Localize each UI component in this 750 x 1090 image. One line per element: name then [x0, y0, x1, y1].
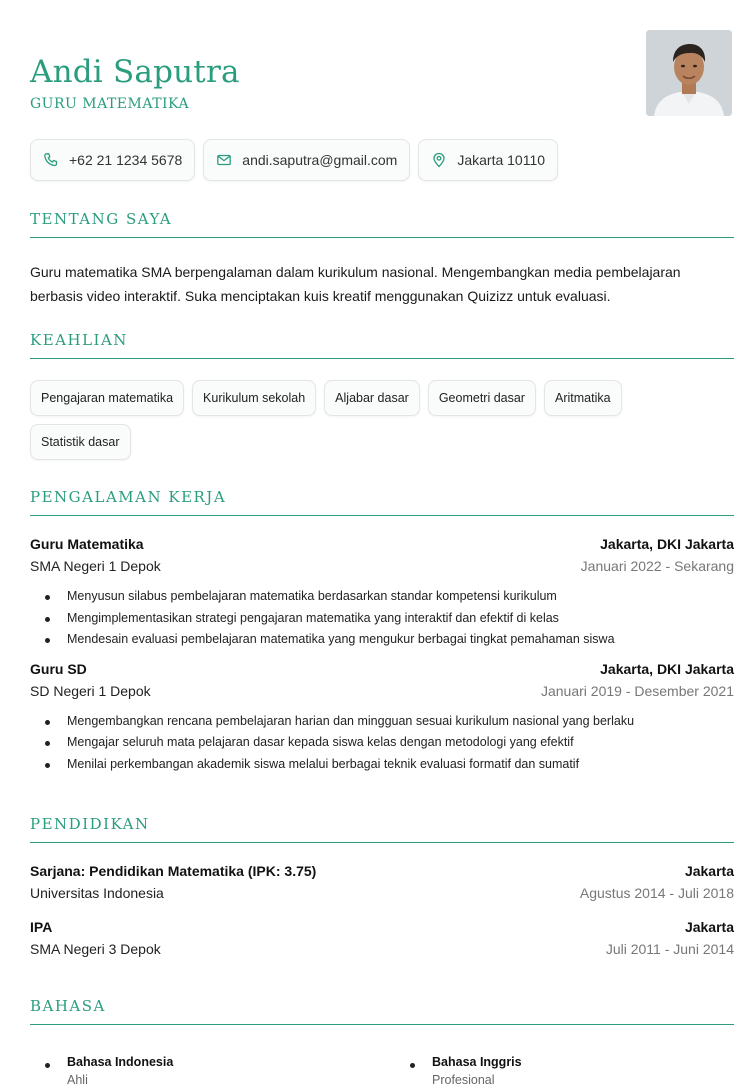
- education-period: Juli 2011 - Juni 2014: [605, 941, 734, 957]
- candidate-role: GURU MATEMATIKA: [30, 96, 190, 112]
- job-position: Guru SD: [30, 660, 87, 677]
- profile-photo: [646, 30, 732, 116]
- location-chip[interactable]: [418, 139, 558, 181]
- phone-chip[interactable]: [30, 139, 195, 181]
- phone-icon: [43, 152, 59, 168]
- language-level: Ahli: [67, 1073, 88, 1087]
- duty-item: Menyusun silabus pembelajaran matematika berdasarkan standar kompetensi kurikulum: [30, 586, 734, 608]
- duty-item: Mengajar seluruh mata pelajaran dasar kepada siswa kelas dengan metodologi yang efektif: [30, 732, 734, 754]
- skill-tag: Aljabar dasar: [324, 380, 420, 416]
- education-section: [30, 815, 734, 957]
- education-entry: [30, 863, 734, 901]
- resume-page: [30, 0, 734, 1090]
- about-title: TENTANG SAYA: [30, 210, 734, 238]
- education-school: SMA Negeri 3 Depok: [30, 941, 161, 957]
- education-degree: Sarjana: Pendidikan Matematika (IPK: 3.75): [30, 863, 317, 879]
- duty-item: Mengimplementasikan strategi pengajaran matematika yang interaktif dan efektif di kelas: [30, 608, 734, 630]
- language-level: Profesional: [432, 1073, 495, 1087]
- job-entry: [30, 536, 734, 651]
- job-period: Januari 2022 - Sekarang: [580, 558, 734, 574]
- duty-item: Menilai perkembangan akademik siswa melalui berbagai teknik evaluasi formatif dan sumatif: [30, 754, 734, 776]
- languages-title: BAHASA: [30, 997, 734, 1025]
- job-company: SD Negeri 1 Depok: [30, 682, 151, 699]
- education-period: Agustus 2014 - Juli 2018: [579, 885, 734, 901]
- email-chip[interactable]: [203, 139, 410, 181]
- duty-item: Mendesain evaluasi pembelajaran matematika yang mengukur berbagai tingkat pemahaman siswa: [30, 629, 734, 651]
- language-name: Bahasa Inggris: [432, 1055, 522, 1069]
- education-entry: [30, 919, 734, 957]
- job-location: Jakarta, DKI Jakarta: [600, 660, 734, 677]
- job-company: SMA Negeri 1 Depok: [30, 558, 161, 574]
- job-duties: [30, 711, 734, 776]
- about-section: [30, 210, 734, 308]
- about-text: Guru matematika SMA berpengalaman dalam kurikulum nasional. Mengembangkan media pembelajaran berbasis video interaktif. Suka menciptakan kuis kreatif menggunakan Quizizz untuk evaluasi.: [30, 264, 681, 304]
- skills-list: [30, 380, 670, 460]
- bullet-dot: [45, 1063, 50, 1068]
- education-degree: IPA: [30, 919, 53, 935]
- skill-tag: Geometri dasar: [428, 380, 536, 416]
- candidate-name: Andi Saputra: [30, 54, 240, 90]
- contact-bar: [30, 139, 558, 181]
- location-text: Jakarta 10110: [457, 152, 546, 168]
- education-school: Universitas Indonesia: [30, 885, 164, 901]
- skill-tag: Aritmatika: [544, 380, 622, 416]
- job-entry: [30, 661, 734, 776]
- email-text: andi.saputra@gmail.com: [242, 152, 398, 168]
- skill-tag: Kurikulum sekolah: [192, 380, 316, 416]
- education-city: Jakarta: [684, 863, 734, 879]
- skills-section: [30, 331, 734, 460]
- skill-tag: Pengajaran matematika: [30, 380, 184, 416]
- education-city: Jakarta: [684, 919, 734, 935]
- job-location: Jakarta, DKI Jakarta: [600, 536, 734, 552]
- mail-icon: [216, 152, 232, 168]
- languages-list: [30, 1055, 734, 1090]
- experience-title: PENGALAMAN KERJA: [30, 488, 734, 516]
- experience-section: [30, 488, 734, 775]
- skill-tag: Statistik dasar: [30, 424, 131, 460]
- skills-title: KEAHLIAN: [30, 331, 734, 359]
- map-pin-icon: [431, 152, 447, 168]
- bullet-dot: [410, 1063, 415, 1068]
- language-name: Bahasa Indonesia: [67, 1055, 174, 1069]
- job-duties: [30, 586, 734, 651]
- resume-header: [30, 0, 734, 135]
- phone-text: +62 21 1234 5678: [69, 152, 183, 168]
- portrait-image: [646, 30, 732, 116]
- duty-item: Mengembangkan rencana pembelajaran harian dan mingguan sesuai kurikulum nasional yang berlaku: [30, 711, 734, 733]
- job-period: Januari 2019 - Desember 2021: [540, 682, 734, 699]
- job-position: Guru Matematika: [30, 536, 144, 552]
- education-title: PENDIDIKAN: [30, 815, 734, 843]
- languages-section: [30, 997, 734, 1090]
